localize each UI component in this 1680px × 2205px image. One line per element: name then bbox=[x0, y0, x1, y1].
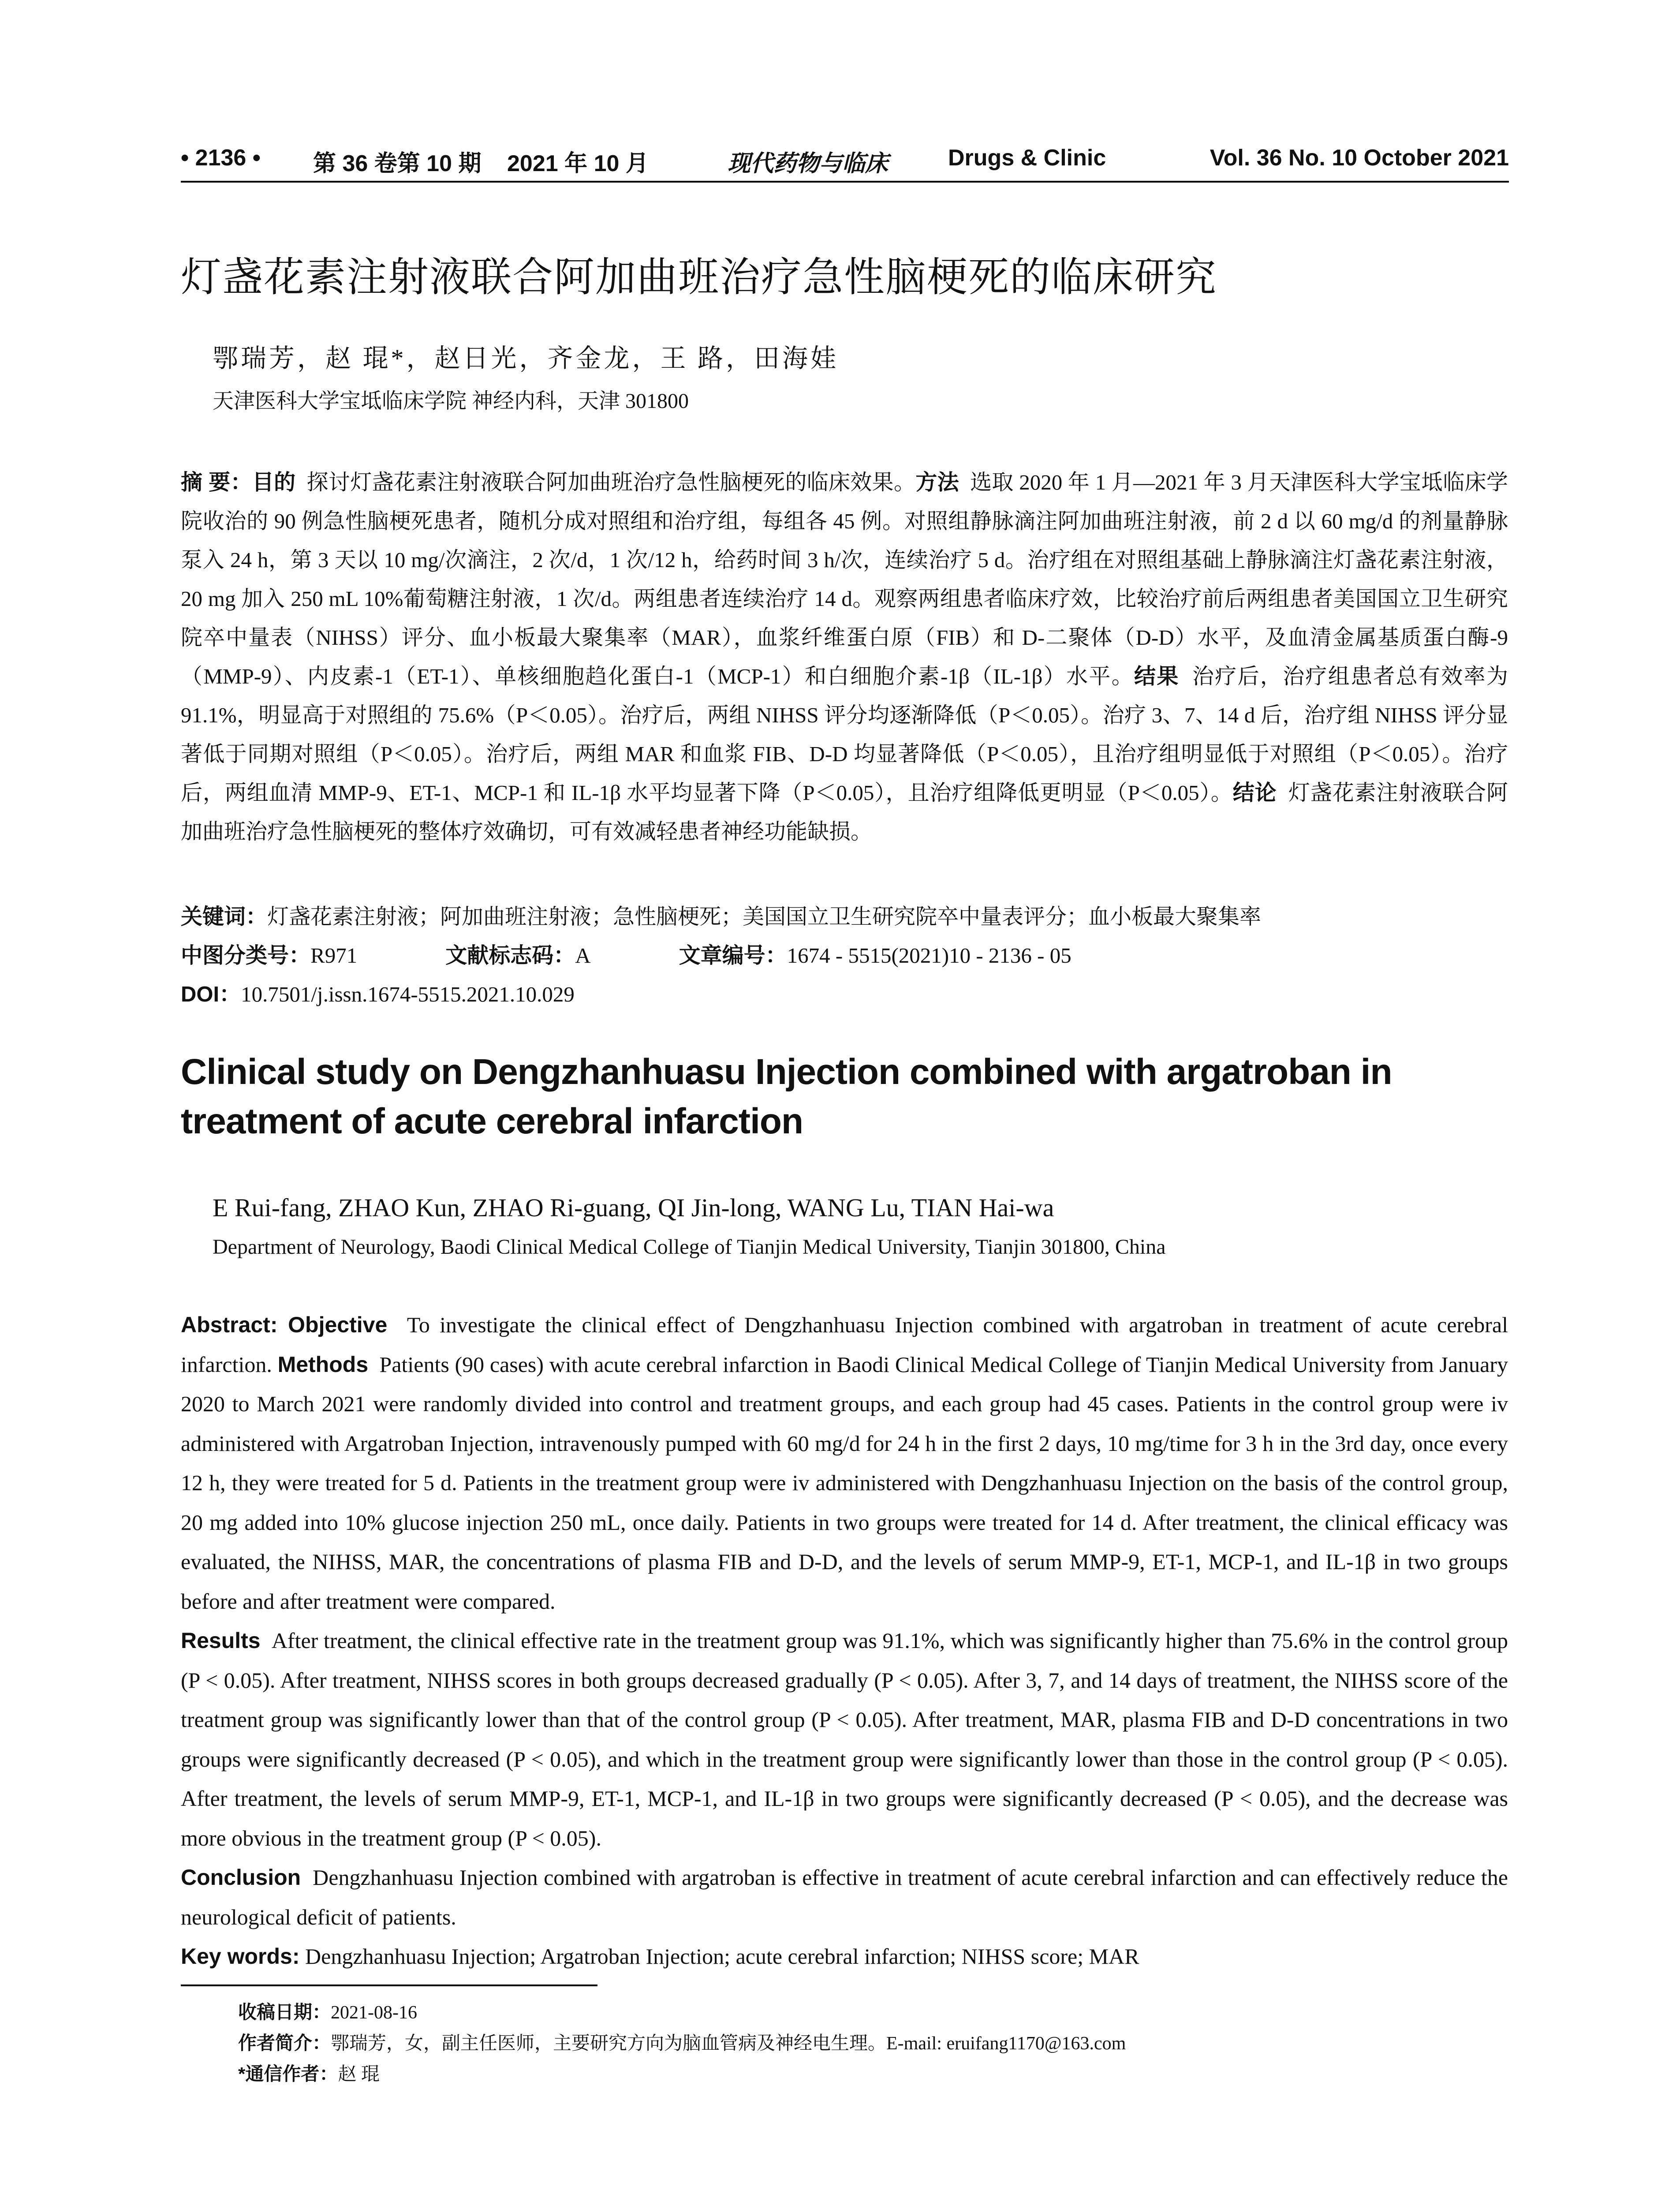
keywords-en-text: Dengzhanhuasu Injection; Argatroban Injection; acute cerebral infarction; NIHSS score; MAR bbox=[305, 1944, 1139, 1969]
journal-name-cn: 现代药物与临床 bbox=[728, 150, 889, 177]
keywords-en-label: Key words: bbox=[181, 1944, 300, 1969]
doi-link[interactable]: 10.7501/j.issn.1674-5515.2021.10.029 bbox=[241, 982, 575, 1006]
methods-cn-label: 方法 bbox=[915, 471, 959, 494]
results-en-text: After treatment, the clinical effective rate in the treatment group was 91.1%, which was significantly higher than 75.6% in the control group (P < 0.05). After treatment, NIHSS scores in both groups decreased gradually (P < 0.05). After 3, 7, and 14 days of treatment, the NIHSS score of the treatment group was significantly lower than that of the control group (P < 0.05). After treatment, MAR, plasma FIB and D-D concentrations in two groups were significantly decreased (P < 0.05), and which in the treatment group were significantly lower than those in the control group (P < 0.05). After treatment, the levels of serum MMP-9, ET-1, MCP-1, and IL-1β in two groups were significantly decreased (P < 0.05), and the decrease was more obvious in the treatment group (P < 0.05). bbox=[181, 1628, 1508, 1850]
doc-code-value: A bbox=[575, 943, 591, 968]
authors-cn: 鄂瑞芳，赵 琨*，赵日光，齐金龙，王 路，田海娃 bbox=[213, 344, 839, 373]
keywords-cn-label: 关键词： bbox=[181, 905, 268, 929]
footnote-divider bbox=[181, 1984, 597, 1986]
footnote-author bbox=[238, 2029, 1126, 2055]
running-header bbox=[181, 140, 1509, 183]
methods-en-label: Methods bbox=[277, 1352, 369, 1377]
page-number: • 2136 • bbox=[181, 145, 261, 171]
article-no-label: 文章编号： bbox=[679, 944, 787, 968]
conclusion-cn-text: 灯盏花素注射液联合阿加曲班治疗急性脑梗死的整体疗效确切，可有效减轻患者神经功能缺损。 bbox=[181, 781, 1508, 844]
authors-en: E Rui-fang, ZHAO Kun, ZHAO Ri-guang, QI Jin-long, WANG Lu, TIAN Hai-wa bbox=[213, 1193, 1054, 1222]
date-cn: 2021 年 10 月 bbox=[507, 151, 649, 176]
objective-cn-label: 目的 bbox=[252, 471, 296, 494]
results-en-label: Results bbox=[181, 1628, 261, 1653]
affiliation-cn: 天津医科大学宝坻临床学院 神经内科，天津 301800 bbox=[213, 389, 689, 413]
volume-cn: 第 36 卷第 10 期 bbox=[313, 151, 482, 176]
objective-en-label: Objective bbox=[288, 1312, 388, 1337]
doi-label: DOI： bbox=[181, 983, 241, 1006]
author-bio-label: 作者简介： bbox=[238, 2033, 331, 2053]
keywords-cn bbox=[181, 900, 1261, 931]
keywords-cn-text: 灯盏花素注射液；阿加曲班注射液；急性脑梗死；美国国立卫生研究院卒中量表评分；血小板最大聚集率 bbox=[267, 904, 1262, 929]
doi-line bbox=[181, 977, 575, 1008]
corresponding-label: *通信作者： bbox=[238, 2063, 338, 2084]
author-bio-text: 鄂瑞芳，女，副主任医师，主要研究方向为脑血管病及神经电生理。E-mail: eruifang1170@163.com bbox=[331, 2033, 1126, 2054]
abstract-en-label: Abstract bbox=[181, 1312, 270, 1337]
article-no-value: 1674 - 5515(2021)10 - 2136 - 05 bbox=[787, 943, 1071, 968]
abstract-en: Abstract: Objective To investigate the clinical effect of Dengzhanhuasu Injection combined with argatroban in treatment of acute cerebral infarction. Methods Patients (90 cases) with acute cerebral infarction in Baodi Clinical Medical College of Tianjin Medical University from January 2020 to March 2021 were randomly divided into control and treatment groups, and each group had 45 cases. Patients in the control group were iv administered with Argatroban Injection, intravenously pumped with 60 mg/d for 24 h in the first 2 days, 10 mg/time for 3 h in the 3rd day, once every 12 h, they were treated for 5 d. Patients in the treatment group were iv administered with Dengzhanhuasu Injection on the basis of the control group, 20 mg added into 10% glucose injection 250 mL, once daily. Patients in two groups were treated for 14 d. After treatment, the clinical efficacy was evaluated, the NIHSS, MAR, the concentrations of plasma FIB and D-D, and the levels of serum MMP-9, ET-1, MCP-1, and IL-1β in two groups before and after treatment were compared. Results After treatment, the clinical effective rate in the treatment group was 91.1%, which was significantly higher than 75.6% in the control group (P < 0.05). After treatment, NIHSS scores in both groups decreased gradually (P < 0.05). After 3, 7, and 14 days of treatment, the NIHSS score of the treatment group was significantly lower than that of the control group (P < 0.05). After treatment, MAR, plasma FIB and D-D concentrations in two groups were significantly decreased (P < 0.05), and which in the treatment group were significantly lower than those in the control group (P < 0.05). After treatment, the levels of serum MMP-9, ET-1, MCP-1, and IL-1β in two groups were significantly decreased (P < 0.05), and the decrease was more obvious in the treatment group (P < 0.05). Conclusion Dengzhanhuasu Injection combined with argatroban is effective in treatment of acute cerebral infarction and can effectively reduce the neurological deficit of patients. Key words: Dengzhanhuasu Injection; Argatroban Injection; acute cerebral infarction; NIHSS score; MAR bbox=[181, 1312, 1508, 1969]
conclusion-en-label: Conclusion bbox=[181, 1865, 301, 1890]
clc-label: 中图分类号： bbox=[181, 944, 311, 968]
title-en: Clinical study on Dengzhanhuasu Injection combined with argatroban in treatment of acute cerebral infarction bbox=[181, 1052, 1392, 1141]
results-cn-label: 结果 bbox=[1134, 665, 1180, 688]
received-label: 收稿日期： bbox=[238, 2002, 331, 2022]
footnote-corresponding bbox=[238, 2059, 380, 2086]
affiliation-en: Department of Neurology, Baodi Clinical Medical College of Tianjin Medical University, Tianjin 301800, China bbox=[213, 1235, 1166, 1259]
abstract-cn-label: 摘 要： bbox=[181, 471, 252, 494]
objective-cn-text: 探讨灯盏花素注射液联合阿加曲班治疗急性脑梗死的临床效果。 bbox=[306, 470, 916, 494]
methods-en-text: Patients (90 cases) with acute cerebral infarction in Baodi Clinical Medical College of Tianjin Medical University from January 2020 to March 2021 were randomly divided into control and treatment groups, and each group had 45 cases. Patients in the control group were iv administered with Argatroban Injection, intravenously pumped with 60 mg/d for 24 h in the first 2 days, 10 mg/time for 3 h in the 3rd day, once every 12 h, they were treated for 5 d. Patients in the treatment group were iv administered with Dengzhanhuasu Injection on the basis of the control group, 20 mg added into 10% glucose injection 250 mL, once daily. Patients in two groups were treated for 14 d. After treatment, the clinical efficacy was evaluated, the NIHSS, MAR, the concentrations of plasma FIB and D-D, and the levels of serum MMP-9, ET-1, MCP-1, and IL-1β in two groups before and after treatment were compared. bbox=[181, 1352, 1508, 1614]
received-date: 2021-08-16 bbox=[331, 2003, 417, 2023]
footnote-received bbox=[238, 1998, 417, 2024]
methods-cn-text: 选取 2020 年 1 月—2021 年 3 月天津医科大学宝坻临床学院收治的 90 例急性脑梗死患者，随机分成对照组和治疗组，每组各 45 例。对照组静脉滴注阿加曲班注射液，前 2 d 以 60 mg/d 的剂量静脉泵入 24 h，第 3 天以 10 mg/次滴注，2 次/d，1 次/12 h，给药时间 3 h/次，连续治疗 5 d。治疗组在对照组基础上静脉滴注灯盏花素注射液，20 mg 加入 250 mL 10%葡萄糖注射液，1 次/d。两组患者连续治疗 14 d。观察两组患者临床疗效，比较治疗前后两组患者美国国立卫生研究院卒中量表（NIHSS）评分、血小板最大聚集率（MAR），血浆纤维蛋白原（FIB）和 D-二聚体（D-D）水平，及血清金属基质蛋白酶-9（MMP-9）、内皮素-1（ET-1）、单核细胞趋化蛋白-1（MCP-1）和白细胞介素-1β（IL-1β）水平。 bbox=[181, 470, 1508, 688]
classification-line bbox=[181, 938, 1071, 969]
volume-en: Vol. 36 No. 10 October 2021 bbox=[1210, 145, 1509, 171]
objective-en-text: To investigate the clinical effect of Dengzhanhuasu Injection combined with argatroban in treatment of acute cerebral infarction. bbox=[181, 1312, 1508, 1377]
title-cn: 灯盏花素注射液联合阿加曲班治疗急性脑梗死的临床研究 bbox=[181, 255, 1217, 300]
results-cn-text: 治疗后，治疗组患者总有效率为 91.1%，明显高于对照组的 75.6%（P＜0.05）。治疗后，两组 NIHSS 评分均逐渐降低（P＜0.05）。治疗 3、7、14 d 后，治疗组 NIHSS 评分显著低于同期对照组（P＜0.05）。治疗后，两组 MAR 和血浆 FIB、D-D 均显著降低（P＜0.05），且治疗组明显低于对照组（P＜0.05）。治疗后，两组血清 MMP-9、ET-1、MCP-1 和 IL-1β 水平均显著下降（P＜0.05），且治疗组降低更明显（P＜0.05）。 bbox=[181, 664, 1508, 805]
conclusion-en-text: Dengzhanhuasu Injection combined with argatroban is effective in treatment of acute cerebral infarction and can effectively reduce the neurological deficit of patients. bbox=[181, 1865, 1508, 1929]
clc-value: R971 bbox=[310, 943, 358, 968]
conclusion-cn-label: 结论 bbox=[1232, 781, 1277, 805]
doc-code-label: 文献标志码： bbox=[445, 944, 575, 968]
abstract-cn bbox=[181, 463, 1508, 851]
journal-name-en: Drugs & Clinic bbox=[948, 145, 1106, 171]
corresponding-name: 赵 琨 bbox=[338, 2064, 380, 2085]
